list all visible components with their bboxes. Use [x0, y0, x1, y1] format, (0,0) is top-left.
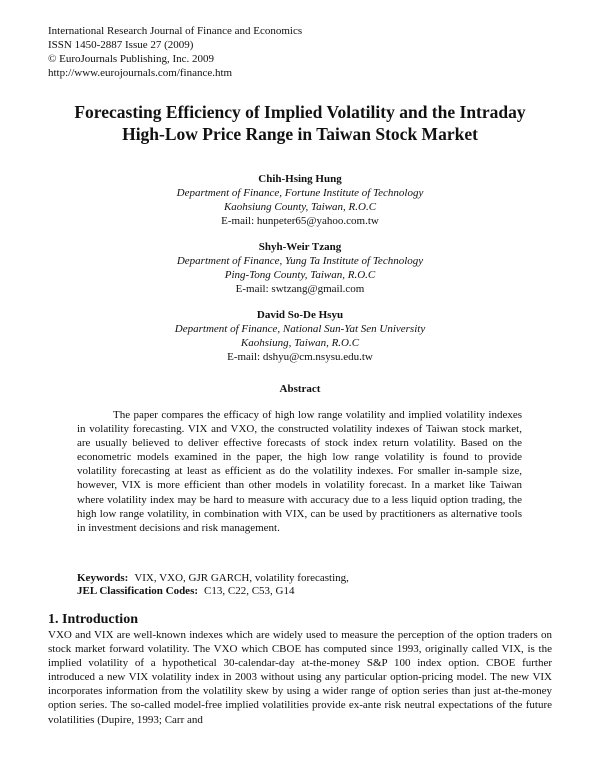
author-email[interactable]: E-mail: hunpeter65@yahoo.com.tw: [221, 215, 379, 227]
author-block-2: [0, 240, 600, 296]
paper-title-line-2: High-Low Price Range in Taiwan Stock Market: [122, 124, 478, 144]
author-name: David So-De Hsyu: [256, 309, 344, 321]
paper-title-line-1: Forecasting Efficiency of Implied Volatility and the Intraday: [74, 102, 526, 122]
author-affiliation: Department of Finance, Fortune Institute of Technology: [176, 187, 424, 199]
paper-title: [40, 101, 560, 145]
author-location: Kaohsiung, Taiwan, R.O.C: [240, 337, 360, 349]
abstract-text: The paper compares the efficacy of high low range volatility and implied volatility indexes in volatility forecasting. VIX and VXO, the constructed volatility indexes of Taiwan stock market, are usually believed to deliver effective forecasts of stock index return volatility. Based on the econometric models examined in the paper, the high low range volatility is found to provide volatility forecasting at least as efficient as do the volatility indexes. For smaller in-sample size, however, VIX is more efficient than other models in volatility forecast. In a market like Taiwan where volatility index may be hard to measure with accuracy due to a less liquid option trading, the high low range volatility, in combination with VIX, can be used by practitioners as alternative tools in investment decisions and risk management.: [77, 409, 522, 534]
journal-issn: ISSN 1450-2887 Issue 27 (2009): [48, 39, 194, 51]
author-email[interactable]: E-mail: swtzang@gmail.com: [235, 283, 365, 295]
author-email[interactable]: E-mail: dshyu@cm.nsysu.edu.tw: [227, 351, 373, 363]
author-block-1: [0, 172, 600, 228]
abstract-heading: Abstract: [279, 383, 321, 395]
keywords-value: VIX, VXO, GJR GARCH, volatility forecasting,: [134, 572, 349, 584]
author-name: Shyh-Weir Tzang: [258, 241, 342, 253]
jel-line: [77, 585, 349, 598]
journal-name: International Research Journal of Finance and Economics: [48, 25, 303, 37]
section-heading: 1. Introduction: [48, 612, 138, 627]
journal-copyright: © EuroJournals Publishing, Inc. 2009: [48, 53, 215, 65]
keywords-block: [77, 572, 349, 598]
keywords-label: Keywords:: [77, 572, 129, 584]
author-name: Chih-Hsing Hung: [258, 173, 342, 185]
author-location: Kaohsiung County, Taiwan, R.O.C: [223, 201, 377, 213]
author-block-3: [0, 308, 600, 364]
introduction-text: VXO and VIX are well-known indexes which are widely used to measure the perception of the option traders on stock market forward volatility. The VXO which CBOE has computed since 1993, originally called VIX, is the implied volatility of a hypothetical 30-calendar-day at-the-money S&P 100 index option. CBOE further introduced a new VIX volatility index in 2003 without using any particular option-pricing model. The new VIX incorporates information from the volatility skew by using a wider range of option series than just at-the-money option series. The so-called model-free implied volatilities provide ex-ante risk neutral expectations of the future volatilities (Dupire, 1993; Carr and: [48, 629, 552, 726]
journal-url[interactable]: http://www.eurojournals.com/finance.htm: [48, 67, 233, 79]
journal-header: [48, 24, 302, 80]
jel-value: C13, C22, C53, G14: [204, 585, 295, 597]
keywords-line: [77, 572, 349, 585]
jel-label: JEL Classification Codes:: [77, 585, 199, 597]
author-affiliation: Department of Finance, National Sun-Yat Sen University: [174, 323, 426, 335]
author-location: Ping-Tong County, Taiwan, R.O.C: [224, 269, 376, 281]
author-affiliation: Department of Finance, Yung Ta Institute of Technology: [176, 255, 424, 267]
